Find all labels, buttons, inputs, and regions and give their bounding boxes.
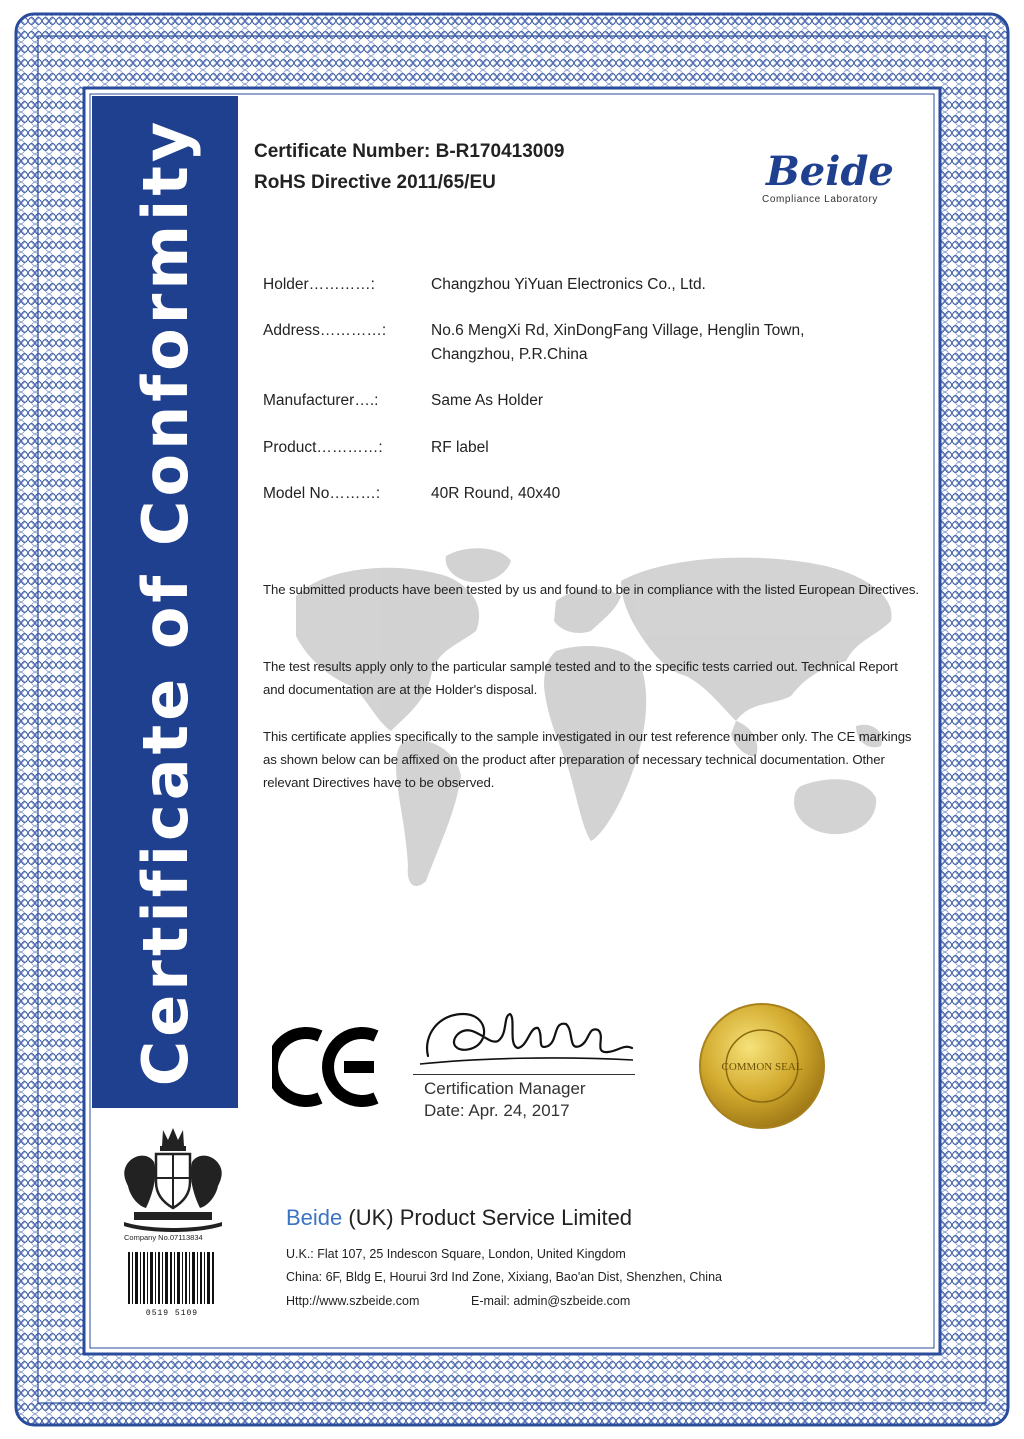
side-title: Certificate of Conformity xyxy=(128,117,202,1087)
certificate-date: Date: Apr. 24, 2017 xyxy=(424,1101,570,1120)
product-label: Product…………: xyxy=(263,439,383,456)
side-title-band xyxy=(92,96,238,1108)
compliance-paragraph: The submitted products have been tested by us and found to be in compliance with the listed European Directives. xyxy=(263,582,919,597)
product-value: RF label xyxy=(431,439,489,456)
signature-line xyxy=(413,1074,635,1075)
royal-coat-of-arms xyxy=(118,1126,228,1232)
manufacturer-value: Same As Holder xyxy=(431,392,543,409)
company-name xyxy=(286,1205,632,1231)
seal-text: COMMON SEAL xyxy=(721,1061,803,1073)
model-label: Model No………: xyxy=(263,485,381,502)
barcode-number: 0519 5109 xyxy=(145,1309,199,1318)
holder-value: Changzhou YiYuan Electronics Co., Ltd. xyxy=(431,276,706,293)
applicability-paragraph: This certificate applies specifically to the sample investigated in our test reference number only. The CE markings as shown below can be affixed on the product after preparation of necessary technical documentation. Other relevant Directives have to be observed. xyxy=(263,729,912,790)
company-website: Http://www.szbeide.com xyxy=(286,1294,420,1308)
address-value-line1: No.6 MengXi Rd, XinDongFang Village, Henglin Town, xyxy=(431,322,805,339)
ce-mark xyxy=(272,1022,384,1112)
address-value-line2: Changzhou, P.R.China xyxy=(431,346,588,363)
company-brand: Beide xyxy=(286,1205,343,1230)
china-address: China: 6F, Bldg E, Hourui 3rd Ind Zone, Xixiang, Bao'an Dist, Shenzhen, China xyxy=(286,1270,722,1284)
company-barcode xyxy=(126,1250,218,1318)
certification-manager: Certification Manager xyxy=(424,1079,586,1098)
gold-common-seal xyxy=(682,986,842,1146)
model-value: 40R Round, 40x40 xyxy=(431,485,561,502)
holder-label: Holder…………: xyxy=(263,276,375,293)
beide-logo-subtitle: Compliance Laboratory xyxy=(762,194,878,205)
directive-line: RoHS Directive 2011/65/EU xyxy=(254,172,496,193)
manager-signature xyxy=(418,996,638,1072)
certificate-number: Certificate Number: B-R170413009 xyxy=(254,141,565,162)
beide-logo: Beide xyxy=(766,148,894,195)
company-number: Company No.07113834 xyxy=(124,1233,203,1242)
company-email: E-mail: admin@szbeide.com xyxy=(471,1294,631,1308)
uk-address: U.K.: Flat 107, 25 Indescon Square, London, United Kingdom xyxy=(286,1247,626,1261)
test-results-paragraph: The test results apply only to the particular sample tested and to the specific tests carried out. Technical Report and documentation are at the Holder's disposal. xyxy=(263,659,898,697)
manufacturer-label: Manufacturer….: xyxy=(263,392,379,409)
company-name-rest: (UK) Product Service Limited xyxy=(342,1205,633,1230)
address-label: Address…………: xyxy=(263,322,387,339)
